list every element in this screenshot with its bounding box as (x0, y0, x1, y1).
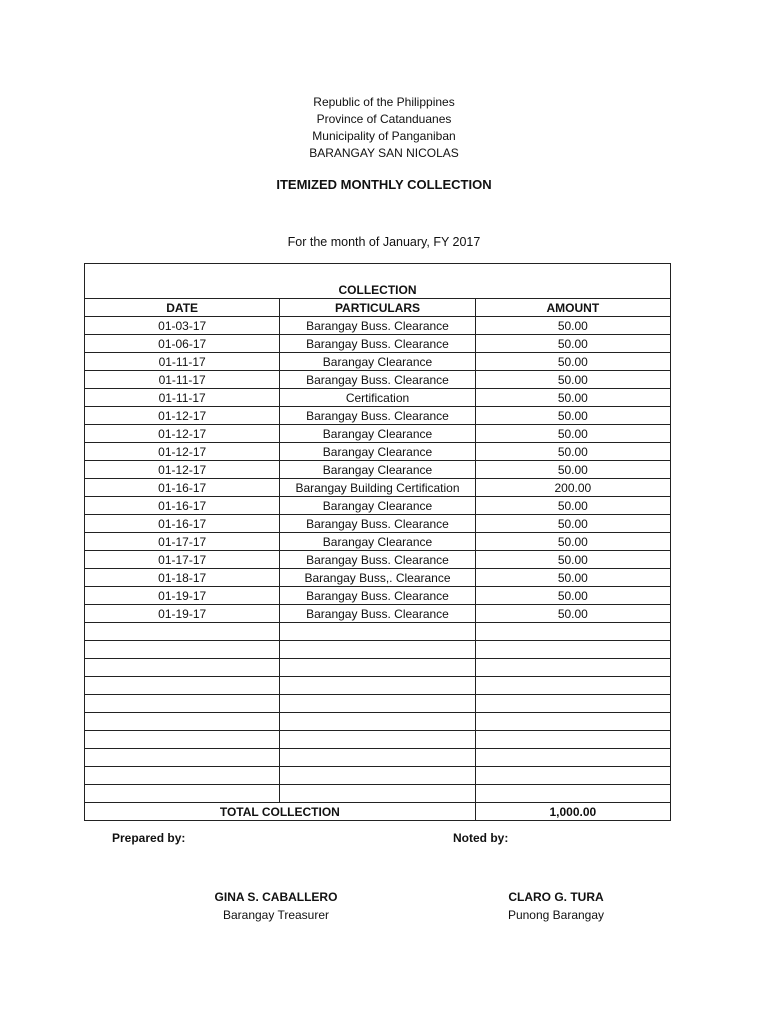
date-cell: 01-12-17 (85, 461, 280, 479)
particulars-cell: Barangay Buss. Clearance (280, 587, 475, 605)
table-cell (85, 264, 671, 282)
document-header (0, 94, 768, 162)
table-row (85, 425, 671, 443)
empty-particulars-cell (280, 659, 475, 677)
date-cell: 01-12-17 (85, 443, 280, 461)
date-cell: 01-11-17 (85, 371, 280, 389)
date-cell: 01-11-17 (85, 389, 280, 407)
amount-cell: 50.00 (475, 461, 670, 479)
total-row (85, 803, 671, 821)
table-row (85, 479, 671, 497)
empty-table-row (85, 695, 671, 713)
empty-table-row (85, 713, 671, 731)
particulars-cell: Barangay Buss,. Clearance (280, 569, 475, 587)
noter-signature-block (446, 888, 666, 924)
particulars-cell: Barangay Buss. Clearance (280, 515, 475, 533)
date-cell: 01-16-17 (85, 515, 280, 533)
amount-cell: 50.00 (475, 371, 670, 389)
amount-cell: 50.00 (475, 335, 670, 353)
empty-date-cell (85, 767, 280, 785)
empty-date-cell (85, 623, 280, 641)
particulars-cell: Barangay Clearance (280, 353, 475, 371)
date-cell: 01-12-17 (85, 407, 280, 425)
preparer-title: Barangay Treasurer (222, 908, 330, 922)
empty-date-cell (85, 677, 280, 695)
empty-particulars-cell (280, 731, 475, 749)
amount-column-header: AMOUNT (475, 299, 670, 317)
empty-amount-cell (475, 641, 670, 659)
empty-table-row (85, 749, 671, 767)
amount-cell: 50.00 (475, 425, 670, 443)
date-cell: 01-16-17 (85, 479, 280, 497)
empty-particulars-cell (280, 749, 475, 767)
date-cell: 01-06-17 (85, 335, 280, 353)
table-row (85, 515, 671, 533)
empty-date-cell (85, 731, 280, 749)
empty-particulars-cell (280, 695, 475, 713)
empty-table-row (85, 659, 671, 677)
particulars-column-header: PARTICULARS (280, 299, 475, 317)
empty-particulars-cell (280, 623, 475, 641)
noted-by-label: Noted by: (453, 831, 509, 845)
empty-table-row (85, 785, 671, 803)
table-row (85, 353, 671, 371)
date-cell: 01-11-17 (85, 353, 280, 371)
empty-particulars-cell (280, 677, 475, 695)
amount-cell: 50.00 (475, 551, 670, 569)
date-cell: 01-17-17 (85, 551, 280, 569)
particulars-cell: Barangay Clearance (280, 533, 475, 551)
collection-header: COLLECTION (85, 281, 671, 299)
table-row (85, 317, 671, 335)
date-cell: 01-19-17 (85, 587, 280, 605)
amount-cell: 50.00 (475, 317, 670, 335)
preparer-name: GINA S. CABALLERO (214, 890, 338, 904)
amount-cell: 50.00 (475, 443, 670, 461)
particulars-cell: Barangay Clearance (280, 497, 475, 515)
particulars-cell: Barangay Building Certification (280, 479, 475, 497)
empty-table-row (85, 767, 671, 785)
table-row (85, 551, 671, 569)
empty-amount-cell (475, 731, 670, 749)
amount-cell: 50.00 (475, 587, 670, 605)
header-line-republic: Republic of the Philippines (313, 95, 455, 109)
total-collection-label: TOTAL COLLECTION (85, 803, 476, 821)
empty-particulars-cell (280, 785, 475, 803)
prepared-by-label: Prepared by: (112, 831, 186, 845)
empty-amount-cell (475, 713, 670, 731)
amount-cell: 50.00 (475, 407, 670, 425)
collection-table (84, 263, 671, 821)
date-cell: 01-03-17 (85, 317, 280, 335)
header-line-barangay: BARANGAY SAN NICOLAS (309, 146, 459, 160)
particulars-cell: Barangay Clearance (280, 425, 475, 443)
empty-date-cell (85, 695, 280, 713)
table-row (85, 497, 671, 515)
table-row (85, 587, 671, 605)
particulars-cell: Certification (280, 389, 475, 407)
table-row (85, 569, 671, 587)
empty-amount-cell (475, 623, 670, 641)
particulars-cell: Barangay Buss. Clearance (280, 551, 475, 569)
particulars-cell: Barangay Clearance (280, 443, 475, 461)
particulars-cell: Barangay Buss. Clearance (280, 605, 475, 623)
noter-name: CLARO G. TURA (508, 890, 604, 904)
table-row (85, 533, 671, 551)
empty-date-cell (85, 785, 280, 803)
date-cell: 01-19-17 (85, 605, 280, 623)
empty-table-row (85, 731, 671, 749)
table-row (85, 461, 671, 479)
particulars-cell: Barangay Buss. Clearance (280, 335, 475, 353)
table-row (85, 605, 671, 623)
preparer-signature-block (166, 888, 386, 924)
empty-date-cell (85, 659, 280, 677)
table-row (85, 443, 671, 461)
header-line-municipality: Municipality of Panganiban (312, 129, 456, 143)
table-row (85, 335, 671, 353)
collection-header-row (85, 281, 671, 299)
date-cell: 01-18-17 (85, 569, 280, 587)
empty-date-cell (85, 749, 280, 767)
table-row (85, 407, 671, 425)
empty-date-cell (85, 713, 280, 731)
empty-particulars-cell (280, 767, 475, 785)
empty-table-row (85, 641, 671, 659)
empty-particulars-cell (280, 713, 475, 731)
total-collection-amount: 1,000.00 (475, 803, 670, 821)
amount-cell: 50.00 (475, 533, 670, 551)
particulars-cell: Barangay Clearance (280, 461, 475, 479)
amount-cell: 50.00 (475, 389, 670, 407)
empty-table-row (85, 623, 671, 641)
period-text: For the month of January, FY 2017 (287, 235, 481, 249)
empty-amount-cell (475, 749, 670, 767)
empty-amount-cell (475, 767, 670, 785)
table-row (85, 389, 671, 407)
table-top-blank-row (85, 264, 671, 282)
empty-amount-cell (475, 695, 670, 713)
empty-amount-cell (475, 785, 670, 803)
empty-amount-cell (475, 659, 670, 677)
date-cell: 01-17-17 (85, 533, 280, 551)
amount-cell: 50.00 (475, 515, 670, 533)
empty-table-row (85, 677, 671, 695)
date-column-header: DATE (85, 299, 280, 317)
amount-cell: 50.00 (475, 353, 670, 371)
empty-particulars-cell (280, 641, 475, 659)
empty-date-cell (85, 641, 280, 659)
column-header-row (85, 299, 671, 317)
amount-cell: 50.00 (475, 605, 670, 623)
table-row (85, 371, 671, 389)
particulars-cell: Barangay Buss. Clearance (280, 407, 475, 425)
amount-cell: 50.00 (475, 497, 670, 515)
amount-cell: 200.00 (475, 479, 670, 497)
empty-amount-cell (475, 677, 670, 695)
amount-cell: 50.00 (475, 569, 670, 587)
date-cell: 01-16-17 (85, 497, 280, 515)
noter-title: Punong Barangay (507, 908, 605, 922)
particulars-cell: Barangay Buss. Clearance (280, 371, 475, 389)
particulars-cell: Barangay Buss. Clearance (280, 317, 475, 335)
header-line-province: Province of Catanduanes (316, 112, 452, 126)
date-cell: 01-12-17 (85, 425, 280, 443)
document-title: ITEMIZED MONTHLY COLLECTION (276, 177, 492, 192)
